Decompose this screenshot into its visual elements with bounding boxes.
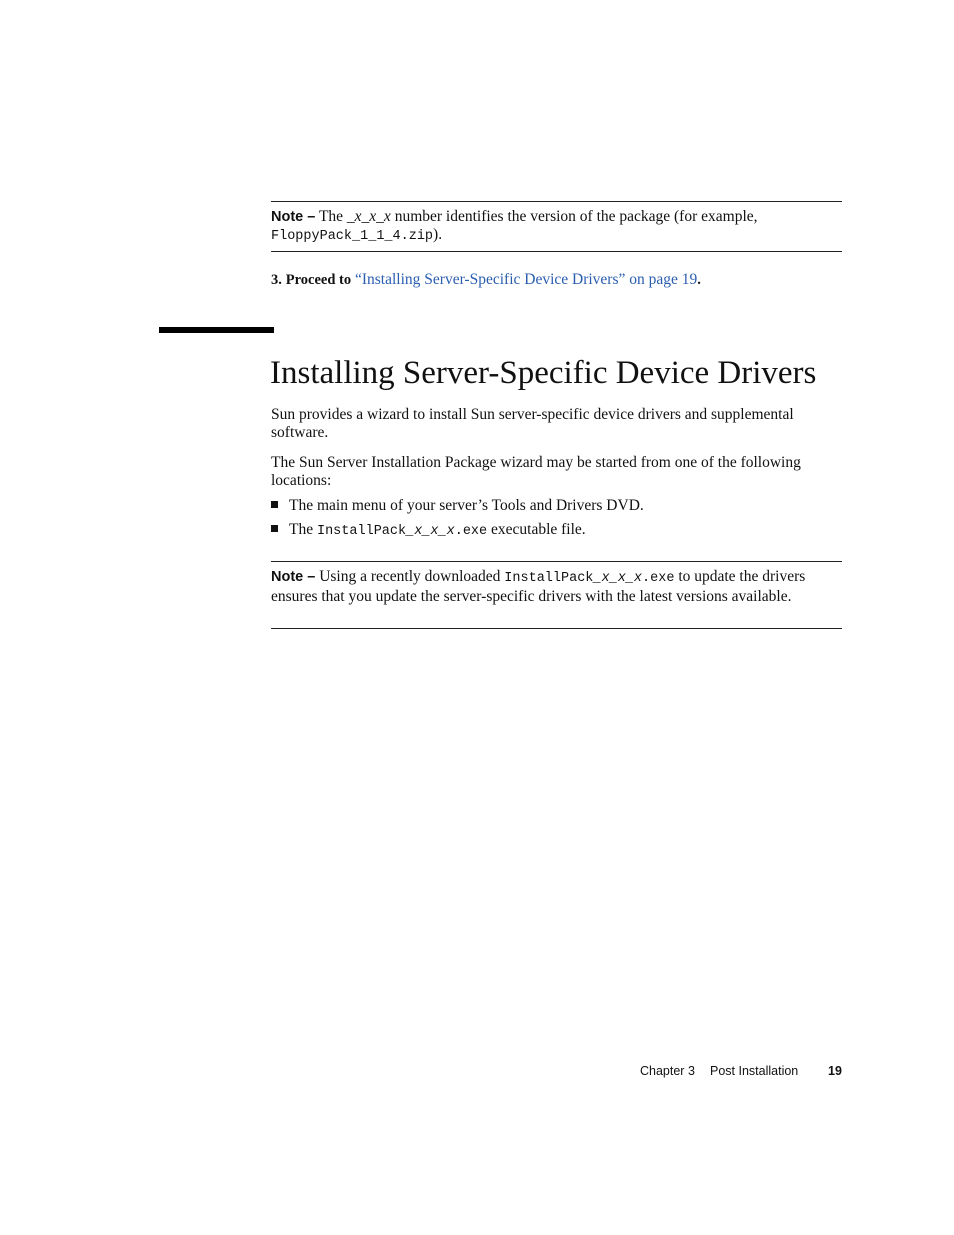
note-box-version bbox=[271, 201, 842, 252]
section-title: Installing Server-Specific Device Drivers bbox=[270, 355, 817, 391]
executable-name-suffix: .exe bbox=[454, 524, 488, 539]
list-item-text: The main menu of your server’s Tools and Drivers DVD. bbox=[289, 497, 644, 514]
note-text-after: number identifies the version of the package (for example, bbox=[394, 208, 758, 225]
step-action: Proceed to bbox=[285, 272, 352, 288]
note-text-before: The bbox=[318, 208, 344, 225]
heading-rule bbox=[159, 327, 274, 333]
list-item-text-after: executable file. bbox=[491, 521, 586, 538]
executable-version-variable: _x_x_x bbox=[593, 571, 643, 586]
note-box-update bbox=[271, 561, 842, 629]
list-item bbox=[271, 497, 644, 515]
note-label: Note – bbox=[271, 569, 316, 585]
step-end: . bbox=[697, 272, 701, 288]
executable-name-prefix: InstallPack bbox=[316, 524, 407, 539]
page-number: 19 bbox=[828, 1064, 842, 1078]
note-text-after: to update the drivers ensures that you update the server-specific drivers with the latest versions available. bbox=[271, 568, 806, 605]
note-text-end: ). bbox=[433, 226, 443, 243]
executable-name-prefix: InstallPack bbox=[504, 571, 594, 586]
note-update-text bbox=[271, 568, 842, 606]
bullet-square-icon bbox=[271, 525, 278, 532]
executable-version-variable: _x_x_x bbox=[406, 524, 455, 539]
note-text-before: Using a recently downloaded bbox=[319, 568, 501, 585]
note-example-filename: FloppyPack_1_1_4.zip bbox=[271, 229, 434, 244]
step-number: 3. bbox=[271, 272, 282, 288]
footer-chapter: Chapter 3 bbox=[640, 1064, 695, 1078]
note-version-text bbox=[271, 208, 842, 246]
note-label: Note – bbox=[271, 209, 316, 225]
footer-section-title: Post Installation bbox=[710, 1064, 799, 1078]
executable-name-suffix: .exe bbox=[642, 571, 675, 586]
list-item bbox=[271, 521, 586, 541]
locations-paragraph: The Sun Server Installation Package wizard may be started from one of the following locations: bbox=[271, 454, 801, 489]
step-3 bbox=[271, 271, 701, 289]
bullet-square-icon bbox=[271, 501, 278, 508]
note-version-variable: _x_x_x bbox=[346, 208, 391, 225]
list-item-text-before: The bbox=[289, 521, 314, 538]
cross-reference-link[interactable]: “Installing Server-Specific Device Drivers” on page 19 bbox=[354, 271, 698, 288]
intro-paragraph: Sun provides a wizard to install Sun server-specific device drivers and supplemental software. bbox=[271, 406, 794, 441]
